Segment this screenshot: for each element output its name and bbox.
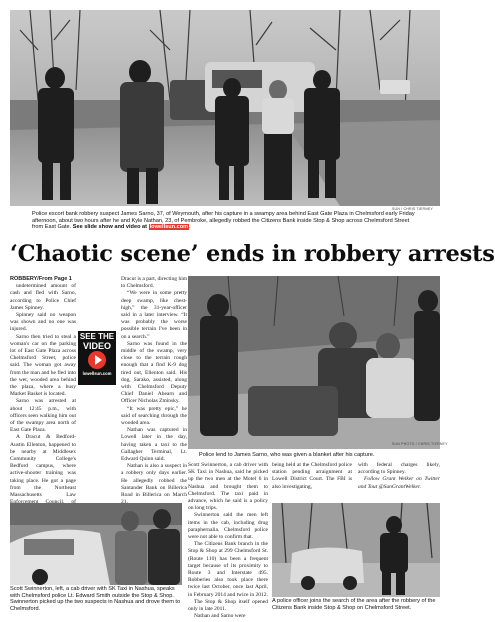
- top-photo: [10, 10, 440, 206]
- bottom-left-photo-image: [10, 503, 182, 585]
- col5-para-2: Follow Grant Welker on Twitter and Tout @SunGrantWelker.: [358, 476, 440, 490]
- lowellsun-link[interactable]: lowellsun.com: [149, 224, 189, 231]
- video-promo-line2: VIDEO: [82, 340, 111, 351]
- col2-para-5: Nathan was captured in Lowell later in the day, having taken a taxi to the Gallagher Terminal, Lt. Edward Quinn said.: [121, 427, 187, 463]
- col3-para-2: Swinnerton said the men left items in the cab, including drug paraphernalia. Chelmsford police were not able to confirm that.: [188, 512, 268, 541]
- col3-para-1: Scott Swinnerton, a cab driver with SK Taxi in Nashua, said he picked up the two men at the Motel 6 in Nashua and brought them to Chelmsford. The taxi paid in advance, which he said is a policy on long trips.: [188, 462, 268, 512]
- col3-para-3: The Citizens Bank branch in the Stop & Shop at 299 Chelmsford St. (Route 110) has been a frequent target because of its proximity to Route 3 and Interstate 495. Robberies also took place there twice last October, once last April, in February 2014 and twice in 2012.: [188, 541, 268, 598]
- article-column-5: [358, 462, 440, 502]
- col3-para-4: The Stop & Shop itself opened only in late 2011.: [188, 598, 268, 613]
- bottom-right-photo-image: [272, 503, 440, 597]
- col1-para-3: Sarno then tried to steal a woman's car on the parking lot of East Gate Plaza across Chelmsford Street, police said. The woman got away from the man and he fled into the wet, wooded area behind the plaza, where a busy Market Basket is located.: [10, 333, 76, 398]
- col2-para-3: Sarno was found in the middle of the swamp, very close to the terrain rough enough that a find K-9 dog tired out, Ellenton said. His dog, Sarako, assisted, along with Chelmsford Deputy Chief Daniel Ahearn and Officer Nicholas Zminsky.: [121, 340, 187, 405]
- col1-para-4: Sarno was arrested at about 12:45 p.m., with officers seen walking him out of the swampy area north of East Gate Plaza.: [10, 398, 76, 434]
- top-photo-credit: SUN / CHRIS TIERNEY: [392, 207, 434, 211]
- article-column-2: [121, 276, 187, 501]
- col1-para-1: undetermined amount of cash and fled with Sarno, according to Police Chief James Spinney.: [10, 283, 76, 311]
- col3-para-5: Nathan and Sarno were: [194, 613, 246, 620]
- headline: ‘Chaotic scene’ ends in robbery arrests: [10, 241, 495, 267]
- col1-para-5: A Dracut & Bedford-Austin Ellenton, happened to be nearby at Middlesex Community College's Bedford campus, where active-shooter training was taking place. He got a page from the Northeast Massachusetts Law: [10, 434, 76, 499]
- video-promo[interactable]: [78, 331, 116, 385]
- caption-end: .: [189, 224, 191, 231]
- col2-para-6: Nathan is also a suspect in a robbery only days earlier. He allegedly robbed the Santander Bank on Billerica Road in Billerica on March: [121, 463, 187, 499]
- col2-para-2: “We were in some pretty deep swamp, like chest-high,” the 31-year-officer said in a later interview. “It was probably the worse possible terrain I've been in on a search.”: [121, 290, 187, 340]
- video-promo-line1: SEE THE: [79, 332, 115, 341]
- col1-para-2: Spinney said no weapon was shown and no one was injured.: [10, 312, 76, 333]
- middle-photo: [188, 276, 440, 449]
- bottom-left-caption: Scott Swinnerton, left, a cab driver with SK Taxi in Nashua, speaks with Chelmsford police Lt. Edward Smith outside the Stop & Shop. Swinnerton picked up the two suspects in Nashua and drove them to Chelmsford.: [10, 586, 181, 612]
- top-photo-caption-text: Police escort bank robbery suspect James Sarno, 37, of Weymouth, after his capture in a swampy area behind East Gate Plaza in Chelmsford early Friday afternoon, about two hours after he and Kyle Nathan, 23, of Pembroke, allegedly robbed the Citizens Bank inside Stop & Shop across Chelmsford Street from East Gate.: [32, 211, 415, 231]
- article-column-3: [188, 462, 268, 620]
- article-column-1: [10, 276, 76, 501]
- middle-photo-image: [188, 276, 440, 449]
- top-photo-caption: [32, 211, 420, 231]
- bottom-right-caption: A police officer joins the search of the area after the robbery of the Citizens Bank inside Stop & Shop on Chelmsford Street.: [272, 598, 436, 611]
- col5-para-1: with federal charges likely, according to Spinney.: [358, 462, 440, 476]
- middle-photo-credit: SUN PHOTO / CHRIS TIERNEY: [392, 442, 448, 446]
- jump-kicker: ROBBERY/From Page 1: [10, 276, 72, 282]
- col2-para-1: Dracut is a part, directing him to Chelmsford.: [121, 276, 187, 290]
- middle-photo-caption: Police lend to James Sarno, who was given a blanket after his capture.: [199, 452, 375, 458]
- top-photo-caption-cta: See slide show and video at: [72, 224, 148, 231]
- bottom-right-photo: [272, 503, 440, 597]
- col4-para-1: being held at the Chelmsford police station pending arraignment at Lowell District Court. The FBI is also investigating,: [272, 462, 352, 490]
- top-photo-image: [10, 10, 440, 206]
- article-column-4: [272, 462, 352, 502]
- col2-para-4: “It was pretty epic,” he said of searching through the wooded area.: [121, 405, 187, 427]
- play-icon[interactable]: [88, 351, 106, 369]
- video-promo-url[interactable]: lowellsun.com: [82, 371, 112, 376]
- bottom-left-photo: [10, 503, 182, 585]
